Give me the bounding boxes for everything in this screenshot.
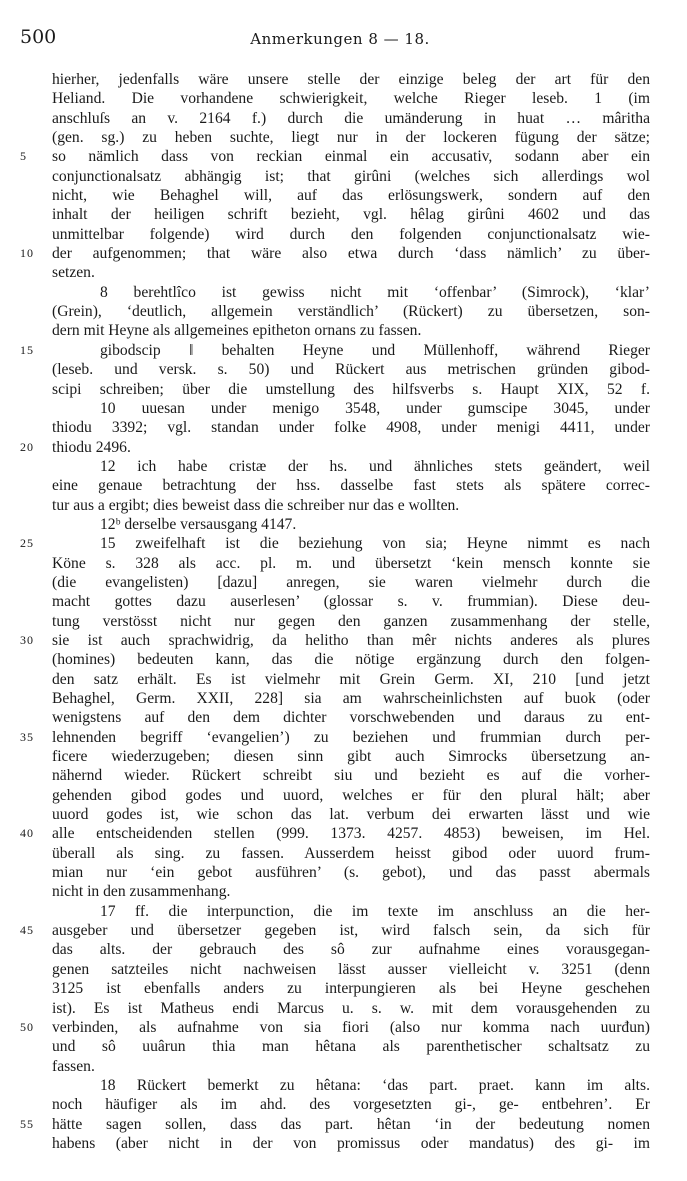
text-line xyxy=(0,1037,687,1056)
text-line xyxy=(0,263,687,282)
running-head: Anmerkungen 8 — 18. xyxy=(250,30,430,48)
text-line xyxy=(0,70,687,89)
text-line xyxy=(0,225,687,244)
text-line xyxy=(0,882,687,901)
text-line xyxy=(0,960,687,979)
text-line xyxy=(0,650,687,669)
text-line xyxy=(0,786,687,805)
text-line xyxy=(0,612,687,631)
text-line xyxy=(0,360,687,379)
text-line xyxy=(0,573,687,592)
text-line xyxy=(0,1115,687,1134)
text-line xyxy=(0,747,687,766)
page-number: 500 xyxy=(20,26,57,48)
line-text: inhalt der heiligen schrift bezieht, vgl. hêlag girûni 4602 und das xyxy=(52,206,650,224)
line-text: anschluſs an v. 2164 f.) durch die umänderung in huat … mâritha xyxy=(52,109,650,127)
line-text: thiodu 3392; vgl. standan under folke 4908, under menigi 4411, under xyxy=(52,419,650,437)
text-line xyxy=(0,147,687,166)
text-line xyxy=(0,766,687,785)
line-text: nicht, wie Behaghel will, auf das erlösungswerk, sondern auf den xyxy=(52,187,650,205)
line-text: noch häufiger als im ahd. des vorgesetzten gi-, ge- entbehren’. Er xyxy=(52,1096,650,1114)
text-line xyxy=(0,708,687,727)
line-text: Heliand. Die vorhandene schwierigkeit, welche Rieger leseb. 1 (im xyxy=(52,90,650,108)
line-text: verbinden, als aufnahme von sia fiori (also nur komma nach uurđun) xyxy=(52,1018,650,1036)
line-number: 5 xyxy=(20,149,27,164)
line-text: hierher, jedenfalls wäre unsere stelle der einzige beleg der art für den xyxy=(52,71,650,88)
line-text: scipi schreiben; über die umstellung des hilfsverbs s. Haupt XIX, 52 f. xyxy=(52,380,650,398)
text-line xyxy=(0,128,687,147)
line-text: den satz erhält. Es ist vielmehr mit Grein Germ. XI, 210 [und jetzt xyxy=(52,670,650,688)
line-text: nähernd wieder. Rückert schreibt siu und bezieht es auf die vorher- xyxy=(52,767,650,785)
line-text: nicht in den zusammenhang. xyxy=(52,883,231,901)
text-line xyxy=(0,399,687,418)
line-text: so nämlich dass von reckian einmal ein accusativ, sodann aber ein xyxy=(52,148,650,166)
line-number: 50 xyxy=(20,1019,34,1034)
text-line xyxy=(0,244,687,263)
line-text: gehenden gibod godes und uuord, welches er für den plural hält; aber xyxy=(52,786,650,804)
line-number: 35 xyxy=(20,729,34,744)
text-line xyxy=(0,689,687,708)
line-text: conjunctionalsatz abhängig ist; that girûni (welches sich allerdings wol xyxy=(52,167,650,185)
text-line xyxy=(0,321,687,340)
text-line xyxy=(0,554,687,573)
text-line xyxy=(0,534,687,553)
line-text: der aufgenommen; that wäre also etwa durch ‘dass nämlich’ zu über- xyxy=(52,245,650,263)
text-line xyxy=(0,515,687,534)
line-text: 8 berehtlîco ist gewiss nicht mit ‘offenbar’ (Simrock), ‘klar’ xyxy=(100,283,650,301)
text-line xyxy=(0,186,687,205)
line-text: (Grein), ‘deutlich, allgemein verständlich’ (Rückert) zu übersetzen, son- xyxy=(52,303,650,321)
line-text: habens (aber nicht in der von promissus oder mandatus) des gi- im xyxy=(52,1134,650,1152)
line-text: (homines) bedeuten kann, das die nötige ergänzung durch den folgen- xyxy=(52,651,650,669)
line-number: 55 xyxy=(20,1116,34,1131)
line-text: ausgeber und übersetzer gegeben ist, wird falsch sein, da sich für xyxy=(52,922,650,940)
line-text: ficere wiederzugeben; diesen sinn gibt auch Simrocks übersetzung an- xyxy=(52,748,650,766)
text-line xyxy=(0,380,687,399)
line-text: genen satzteiles nicht nachweisen lässt ausser vielleicht v. 3251 (denn xyxy=(52,960,650,978)
line-text: eine genaue betrachtung der hss. dasselbe fast stets als spätere correc- xyxy=(52,477,650,495)
line-text: tur aus a ergibt; dies beweist dass die schreiber nur das e wollten. xyxy=(52,496,460,514)
line-text: Behaghel, Germ. XXII, 228] sia am wahrscheinlichsten auf buok (oder xyxy=(52,690,650,707)
line-text: unmittelbar folgende) wird durch den folgenden conjunctionalsatz wie- xyxy=(52,225,650,243)
line-number: 45 xyxy=(20,923,34,938)
line-text: macht gottes dazu auserlesen’ (glossar s. v. frummian). Diese deu- xyxy=(52,593,650,611)
line-number: 10 xyxy=(20,246,34,261)
text-line xyxy=(0,1134,687,1153)
line-text: lehnenden begriff ‘evangelien’) zu beziehen und frummian durch per- xyxy=(52,728,650,746)
text-line xyxy=(0,844,687,863)
text-line xyxy=(0,592,687,611)
line-text: tung verstösst nicht nur gegen den ganzen zusammenhang der stelle, xyxy=(52,612,650,630)
text-line xyxy=(0,1076,687,1095)
text-line xyxy=(0,824,687,843)
line-text: 15 zweifelhaft ist die beziehung von sia; Heyne nimmt es nach xyxy=(100,535,650,553)
line-text: thiodu 2496. xyxy=(52,438,131,456)
text-line xyxy=(0,205,687,224)
line-text: 18 Rückert bemerkt zu hêtana: ‘das part. praet. kann im alts. xyxy=(100,1076,650,1094)
line-text: setzen. xyxy=(52,264,95,282)
text-line xyxy=(0,457,687,476)
line-text: 12 ich habe cristæ der hs. und ähnliches stets geändert, weil xyxy=(100,457,650,475)
line-text: 17 ff. die interpunction, die im texte im anschluss an die her- xyxy=(100,902,650,920)
line-text: überall als sing. zu fassen. Ausserdem heisst gibod oder uuord frum- xyxy=(52,844,650,862)
line-text: wenigstens auf den dem dichter vorschwebenden und daraus zu ent- xyxy=(52,709,650,727)
line-text: dern mit Heyne als allgemeines epitheton ornans zu fassen. xyxy=(52,322,422,340)
text-line xyxy=(0,418,687,437)
line-text: mian nur ‘ein gebot ausführen’ (s. gebot), und das passt abermals xyxy=(52,864,650,882)
text-line xyxy=(0,921,687,940)
text-line xyxy=(0,940,687,959)
text-line xyxy=(0,670,687,689)
line-text: sie ist auch sprachwidrig, da helitho than mêr nichts anderes als plures xyxy=(52,631,650,649)
line-number: 15 xyxy=(20,342,34,357)
line-number: 30 xyxy=(20,632,34,647)
text-line xyxy=(0,1057,687,1076)
text-line xyxy=(0,1095,687,1114)
text-line xyxy=(0,979,687,998)
text-line xyxy=(0,496,687,515)
line-text: Köne s. 328 als acc. pl. m. und übersetzt ‘kein mensch konnte sie xyxy=(52,554,650,572)
line-number: 40 xyxy=(20,826,34,841)
text-line xyxy=(0,728,687,747)
text-line xyxy=(0,438,687,457)
text-line xyxy=(0,109,687,128)
line-text: 3125 ist ebenfalls anders zu interpungieren als bei Heyne geschehen xyxy=(52,980,650,998)
line-text: 12ᵇ derselbe versausgang 4147. xyxy=(100,515,297,533)
line-text: 10 uuesan under menigo 3548, under gumscipe 3045, under xyxy=(100,399,650,417)
text-line xyxy=(0,902,687,921)
line-text: ist). Es ist Matheus endi Marcus u. s. w. mit dem vorausgehenden zu xyxy=(52,999,650,1017)
text-line xyxy=(0,476,687,495)
line-number: 25 xyxy=(20,536,34,551)
line-number: 20 xyxy=(20,439,34,454)
text-line xyxy=(0,89,687,108)
line-text: (die evangelisten) [dazu] anregen, sie waren vielmehr durch die xyxy=(52,573,650,591)
line-text: (leseb. und versk. s. 50) und Rückert aus metrischen gründen gibod- xyxy=(52,361,650,379)
page-header xyxy=(20,26,660,52)
annotation-text xyxy=(0,70,687,1153)
line-text: gibodscip ‖ behalten Heyne und Müllenhoff, während Rieger xyxy=(100,341,650,359)
line-text: uuord godes ist, wie schon das lat. verbum dei erwarten lässt und wie xyxy=(52,806,650,824)
text-line xyxy=(0,341,687,360)
line-text: alle entscheidenden stellen (999. 1373. 4257. 4853) beweisen, im Hel. xyxy=(52,825,650,843)
text-line xyxy=(0,302,687,321)
text-line xyxy=(0,999,687,1018)
line-text: und sô uuârun thia man hêtana als parenthetischer schaltsatz zu xyxy=(52,1038,650,1056)
text-line xyxy=(0,805,687,824)
text-line xyxy=(0,283,687,302)
text-line xyxy=(0,863,687,882)
text-line xyxy=(0,167,687,186)
line-text: fassen. xyxy=(52,1057,95,1075)
line-text: (gen. sg.) zu heben suchte, liegt nur in der lockeren fügung der sätze; xyxy=(52,129,650,147)
line-text: das alts. der gebrauch des sô zur aufnahme eines vorausgegan- xyxy=(52,941,650,959)
line-text: hätte sagen sollen, dass das part. hêtan ‘in der bedeutung nomen xyxy=(52,1115,650,1133)
text-line xyxy=(0,631,687,650)
text-line xyxy=(0,1018,687,1037)
